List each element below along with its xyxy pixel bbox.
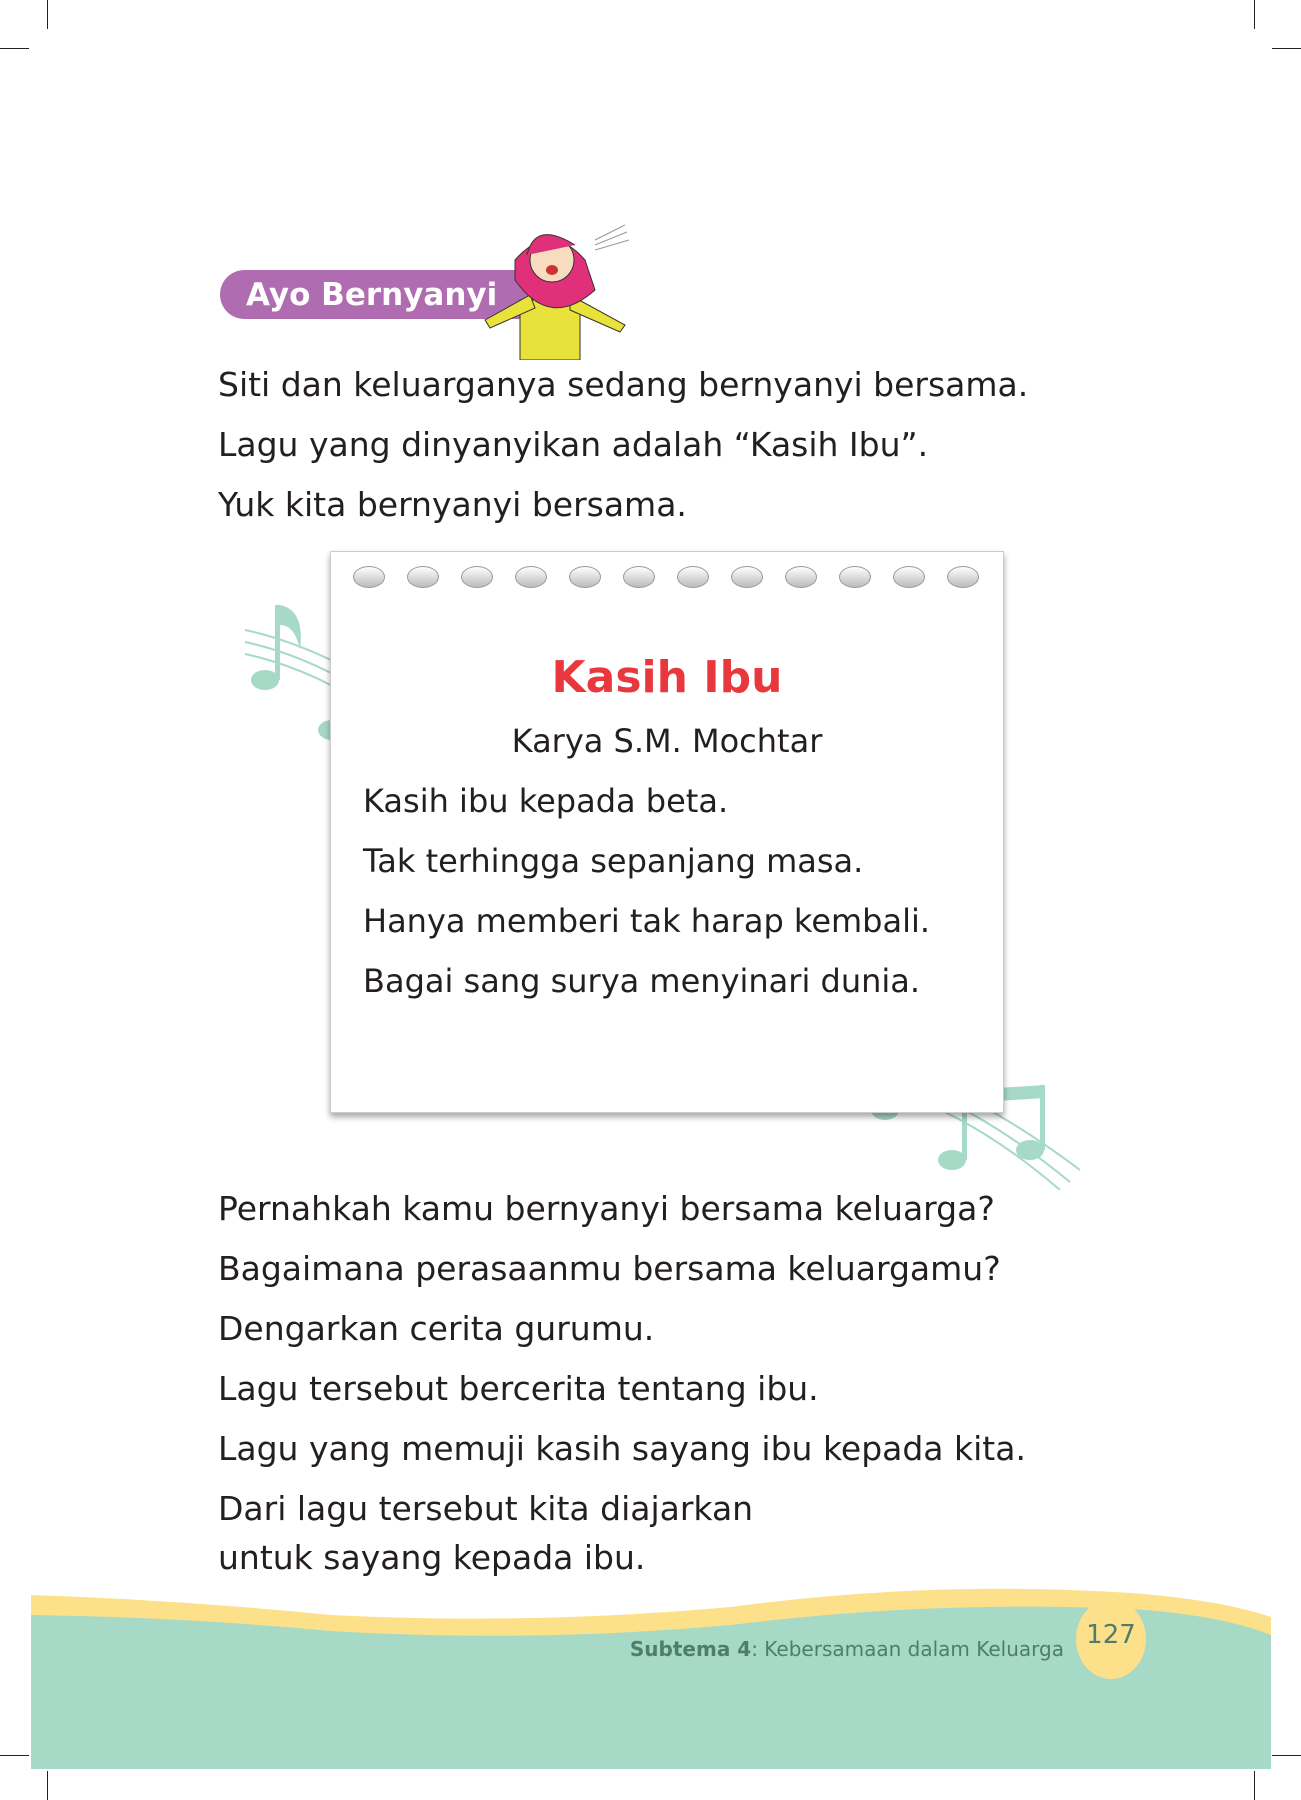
lyric-line: Bagai sang surya menyinari dunia. [363,962,921,1000]
crop-mark [1254,1771,1255,1800]
question-line: Lagu tersebut bercerita tentang ibu. [218,1369,819,1408]
song-author: Karya S.M. Mochtar [511,722,823,760]
binder-hole [947,566,979,588]
song-card [330,551,1004,1113]
binder-hole [785,566,817,588]
section-label-text: Ayo Bernyanyi [246,277,498,313]
crop-mark [1272,48,1301,49]
lyric-line: Hanya memberi tak harap kembali. [363,902,931,940]
lyric-line: Tak terhingga sepanjang masa. [363,842,864,880]
crop-mark [0,1755,29,1756]
page-number: 127 [1076,1599,1146,1679]
footer-subtema [630,1637,1064,1661]
crop-mark [0,48,29,49]
crop-mark [1272,1755,1301,1756]
question-line: Pernahkah kamu bernyanyi bersama keluarga? [218,1189,995,1228]
intro-line: Siti dan keluarganya sedang bernyanyi bersama. [218,365,1029,404]
subtema-label: Subtema 4 [629,1637,752,1661]
binder-hole [569,566,601,588]
subtema-title: : Kebersamaan dalam Keluarga [751,1637,1064,1661]
crop-mark [47,0,48,29]
binder-hole [731,566,763,588]
crop-mark [47,1771,48,1800]
singing-girl-illustration [475,220,655,360]
binder-hole [461,566,493,588]
question-line: untuk sayang kepada ibu. [218,1538,646,1577]
binder-hole [353,566,385,588]
question-line: Dengarkan cerita gurumu. [218,1309,655,1348]
intro-line: Yuk kita bernyanyi bersama. [218,485,687,524]
song-title: Kasih Ibu [551,652,783,703]
question-line: Lagu yang memuji kasih sayang ibu kepada kita. [218,1429,1026,1468]
binder-hole [893,566,925,588]
lyric-line: Kasih ibu kepada beta. [363,782,729,820]
binder-hole [623,566,655,588]
crop-mark [1254,0,1255,29]
intro-line: Lagu yang dinyanyikan adalah “Kasih Ibu”. [218,425,929,464]
binder-hole [407,566,439,588]
question-line: Dari lagu tersebut kita diajarkan [218,1489,754,1528]
binder-hole [515,566,547,588]
question-line: Bagaimana perasaanmu bersama keluargamu? [218,1249,1001,1288]
binder-hole [839,566,871,588]
binder-hole [677,566,709,588]
